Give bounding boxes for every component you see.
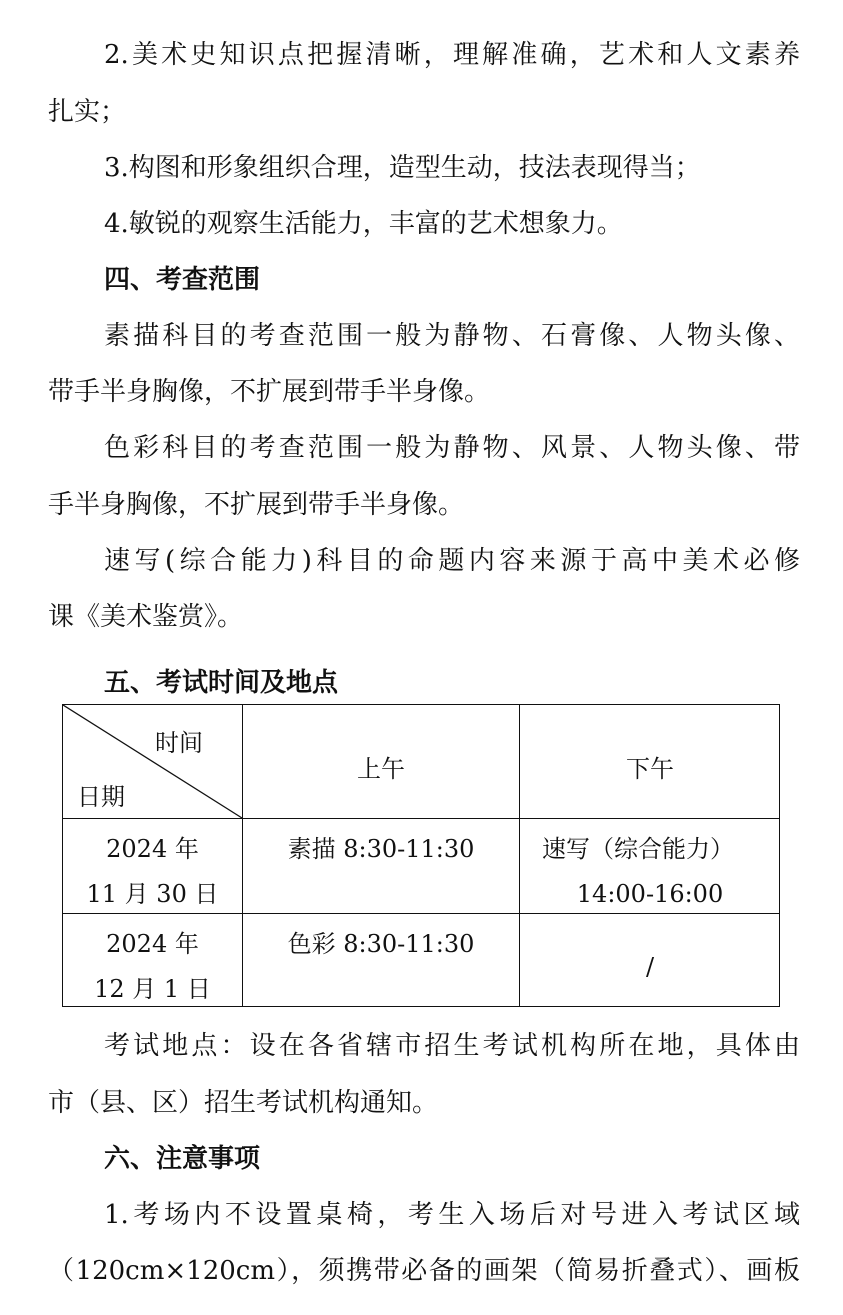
- paragraph-criterion-3: 3.构图和形象组织合理，造型生动，技法表现得当；: [104, 153, 701, 183]
- row-2-date-day: 12 月 1 日: [94, 975, 211, 1003]
- paragraph-color-scope-line-2: 手半身胸像，不扩展到带手半身像。: [48, 490, 465, 520]
- table-row-divider: [63, 913, 779, 914]
- paragraph-color-scope-line-1: 色彩科目的考查范围一般为静物、风景、人物头像、带: [104, 433, 800, 463]
- paragraph-sketch-scope-line-2: 带手半身胸像，不扩展到带手半身像。: [48, 377, 491, 407]
- paragraph-exam-location-line-2: 市（县、区）招生考试机构通知。: [48, 1088, 439, 1118]
- header-morning: 上午: [357, 755, 405, 783]
- row-1-date-year: 2024 年: [106, 835, 199, 863]
- header-corner-time: 时间: [155, 729, 203, 757]
- paragraph-quick-sketch-scope-line-1: 速写(综合能力)科目的命题内容来源于高中美术必修: [104, 546, 800, 576]
- row-2-afternoon: /: [645, 953, 655, 981]
- table-row-divider: [63, 818, 779, 819]
- row-1-afternoon-subject: 速写（综合能力）: [542, 835, 734, 863]
- row-1-morning: 素描 8:30-11:30: [287, 835, 475, 863]
- header-afternoon: 下午: [626, 755, 674, 783]
- paragraph-quick-sketch-scope-line-2: 课《美术鉴赏》。: [48, 602, 244, 632]
- paragraph-note-1-line-1: 1.考场内不设置桌椅，考生入场后对号进入考试区域: [104, 1200, 800, 1230]
- paragraph-exam-location-line-1: 考试地点：设在各省辖市招生考试机构所在地，具体由: [104, 1031, 800, 1061]
- section-heading-time-location: 五、考试时间及地点: [104, 668, 339, 698]
- paragraph-criterion-2-line-1: 2.美术史知识点把握清晰，理解准确，艺术和人文素养: [104, 40, 800, 70]
- paragraph-note-1-line-2: （120cm×120cm），须携带必备的画架（简易折叠式）、画板: [48, 1256, 800, 1286]
- schedule-table: [62, 704, 780, 1007]
- paragraph-criterion-4: 4.敏锐的观察生活能力，丰富的艺术想象力。: [104, 209, 623, 239]
- row-2-morning: 色彩 8:30-11:30: [287, 930, 475, 958]
- row-1-date-day: 11 月 30 日: [86, 880, 219, 908]
- row-2-date-year: 2024 年: [106, 930, 199, 958]
- paragraph-criterion-2-line-2: 扎实；: [48, 97, 127, 127]
- section-heading-notes: 六、注意事项: [104, 1144, 261, 1174]
- header-corner-date: 日期: [77, 783, 125, 811]
- row-1-afternoon-time: 14:00-16:00: [576, 880, 724, 908]
- section-heading-scope: 四、考查范围: [104, 265, 261, 295]
- paragraph-sketch-scope-line-1: 素描科目的考查范围一般为静物、石膏像、人物头像、: [104, 321, 800, 351]
